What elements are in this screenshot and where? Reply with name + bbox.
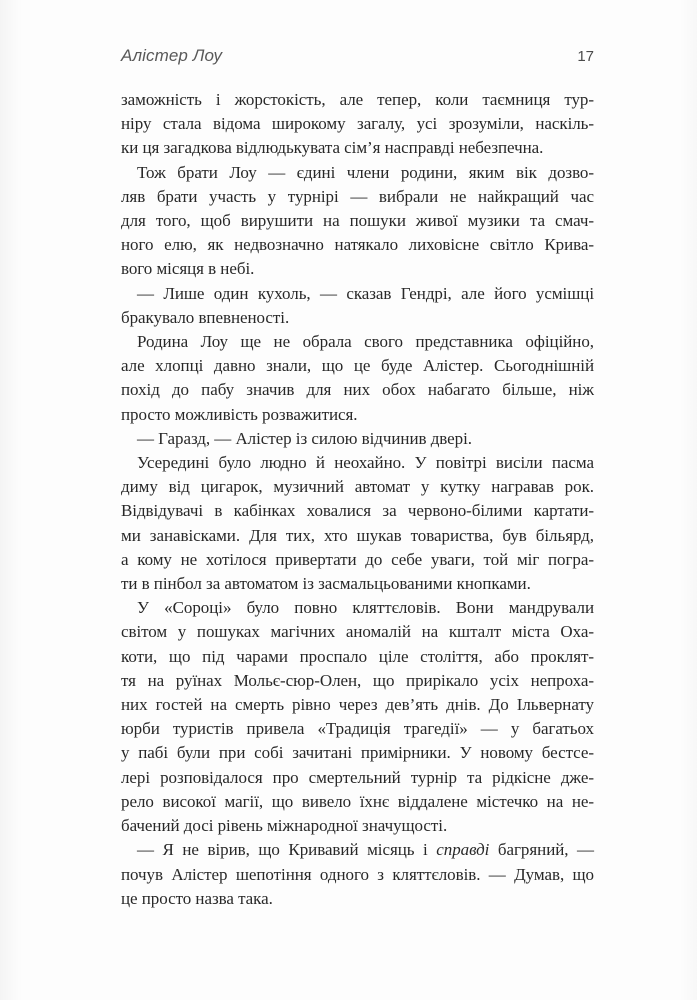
- text-line: Родина Лоу ще не обрала свого представника офіційно,: [137, 332, 594, 352]
- text-line: них гостей на смерть рівно через дев’ять днів. До Ільвернату: [121, 695, 594, 715]
- text-line: лері розповідалося про смертельний турнір та рідкісне дже-: [121, 767, 594, 787]
- text-line: — Гаразд, — Алістер із силою відчинив двері.: [137, 428, 472, 448]
- text-line: для того, щоб вирушити на пошуки живої музики та смач-: [121, 211, 594, 231]
- text-line: — Лише один кухоль, — сказав Гендрі, але його усмішці: [137, 283, 594, 303]
- text-line: У «Сороці» було повно кляттєловів. Вони мандрували: [137, 598, 594, 618]
- text-line: коти, що під чарами проспало ціле століття, або проклят-: [121, 646, 594, 666]
- text-line: а кому не хотілося привертати до себе уваги, той міг погра-: [121, 549, 594, 569]
- page-body: [121, 88, 594, 911]
- text-line: [121, 838, 594, 862]
- page-number: 17: [577, 48, 594, 65]
- paragraph-5: [121, 427, 594, 451]
- text-line: вого місяця в небі.: [121, 259, 255, 279]
- text-line: бачений досі рівень міжнародної значущості.: [121, 816, 448, 836]
- text-line: рело високої магії, що вивело їхнє віддалене містечко на не-: [121, 791, 594, 811]
- text-line: у пабі були при собі зачитані примірники. У новому бестсе-: [121, 743, 594, 763]
- text-line: ного елю, як недвозначно натякало лиховісне світло Крива-: [121, 235, 594, 255]
- dialogue-text: — Я не вірив, що Кривавий місяць і: [137, 840, 437, 860]
- text-line: похід до пабу значив для них обох набагато більше, ніж: [121, 380, 594, 400]
- text-line: ніру стала відома широкому загалу, усі зрозуміли, наскіль-: [121, 114, 594, 134]
- paragraph-8: [121, 838, 594, 911]
- text-line: почув Алістер шепотіння одного з кляттєловів. — Думав, що: [121, 864, 594, 884]
- text-line: диму від цигарок, музичний автомат у кутку награвав рок.: [121, 477, 594, 497]
- text-line: бракувало впевненості.: [121, 307, 290, 327]
- running-header: [121, 46, 594, 66]
- text-line: тя на руїнах Мольє-сюр-Олен, що прирікало усіх непроха-: [121, 670, 594, 690]
- paragraph-3: [121, 282, 594, 330]
- text-line: але хлопці давно знали, що це буде Алістер. Сьогоднішній: [121, 356, 594, 376]
- text-line: ки ця загадкова відлюдькувата сім’я насправді небезпечна.: [121, 138, 544, 158]
- text-line: ляв брати участь у турнірі — вибрали не найкращий час: [121, 186, 594, 206]
- text-line: ти в пінбол за автоматом із засмальцьованими кнопками.: [121, 574, 531, 594]
- text-line: юрби туристів привела «Традиція трагедії» — у багатьох: [121, 719, 594, 739]
- text-line: Тож брати Лоу — єдині члени родини, яким вік дозво-: [137, 162, 594, 182]
- paragraph-4: [121, 330, 594, 427]
- text-line: ми занавісками. Для тих, хто шукав товариства, був більярд,: [121, 525, 594, 545]
- paragraph-7: [121, 596, 594, 838]
- text-line: це просто назва така.: [121, 888, 273, 908]
- text-line: Усередині було людно й неохайно. У повітрі висіли пасма: [137, 453, 594, 473]
- running-title: Алістер Лоу: [121, 46, 223, 65]
- dialogue-text: багряний, —: [489, 840, 594, 860]
- paragraph-1: [121, 88, 594, 161]
- text-line: Відвідувачі в кабінках ховалися за червоно-білими картати-: [121, 501, 594, 521]
- text-line: заможність і жорстокість, але тепер, коли таємниця тур-: [121, 90, 594, 109]
- italic-word: справді: [436, 840, 490, 860]
- paragraph-6: [121, 451, 594, 596]
- text-line: світом у пошуках магічних аномалій на кшталт міста Оха-: [121, 622, 594, 642]
- text-line: просто можливість розважитися.: [121, 404, 358, 424]
- paragraph-2: [121, 161, 594, 282]
